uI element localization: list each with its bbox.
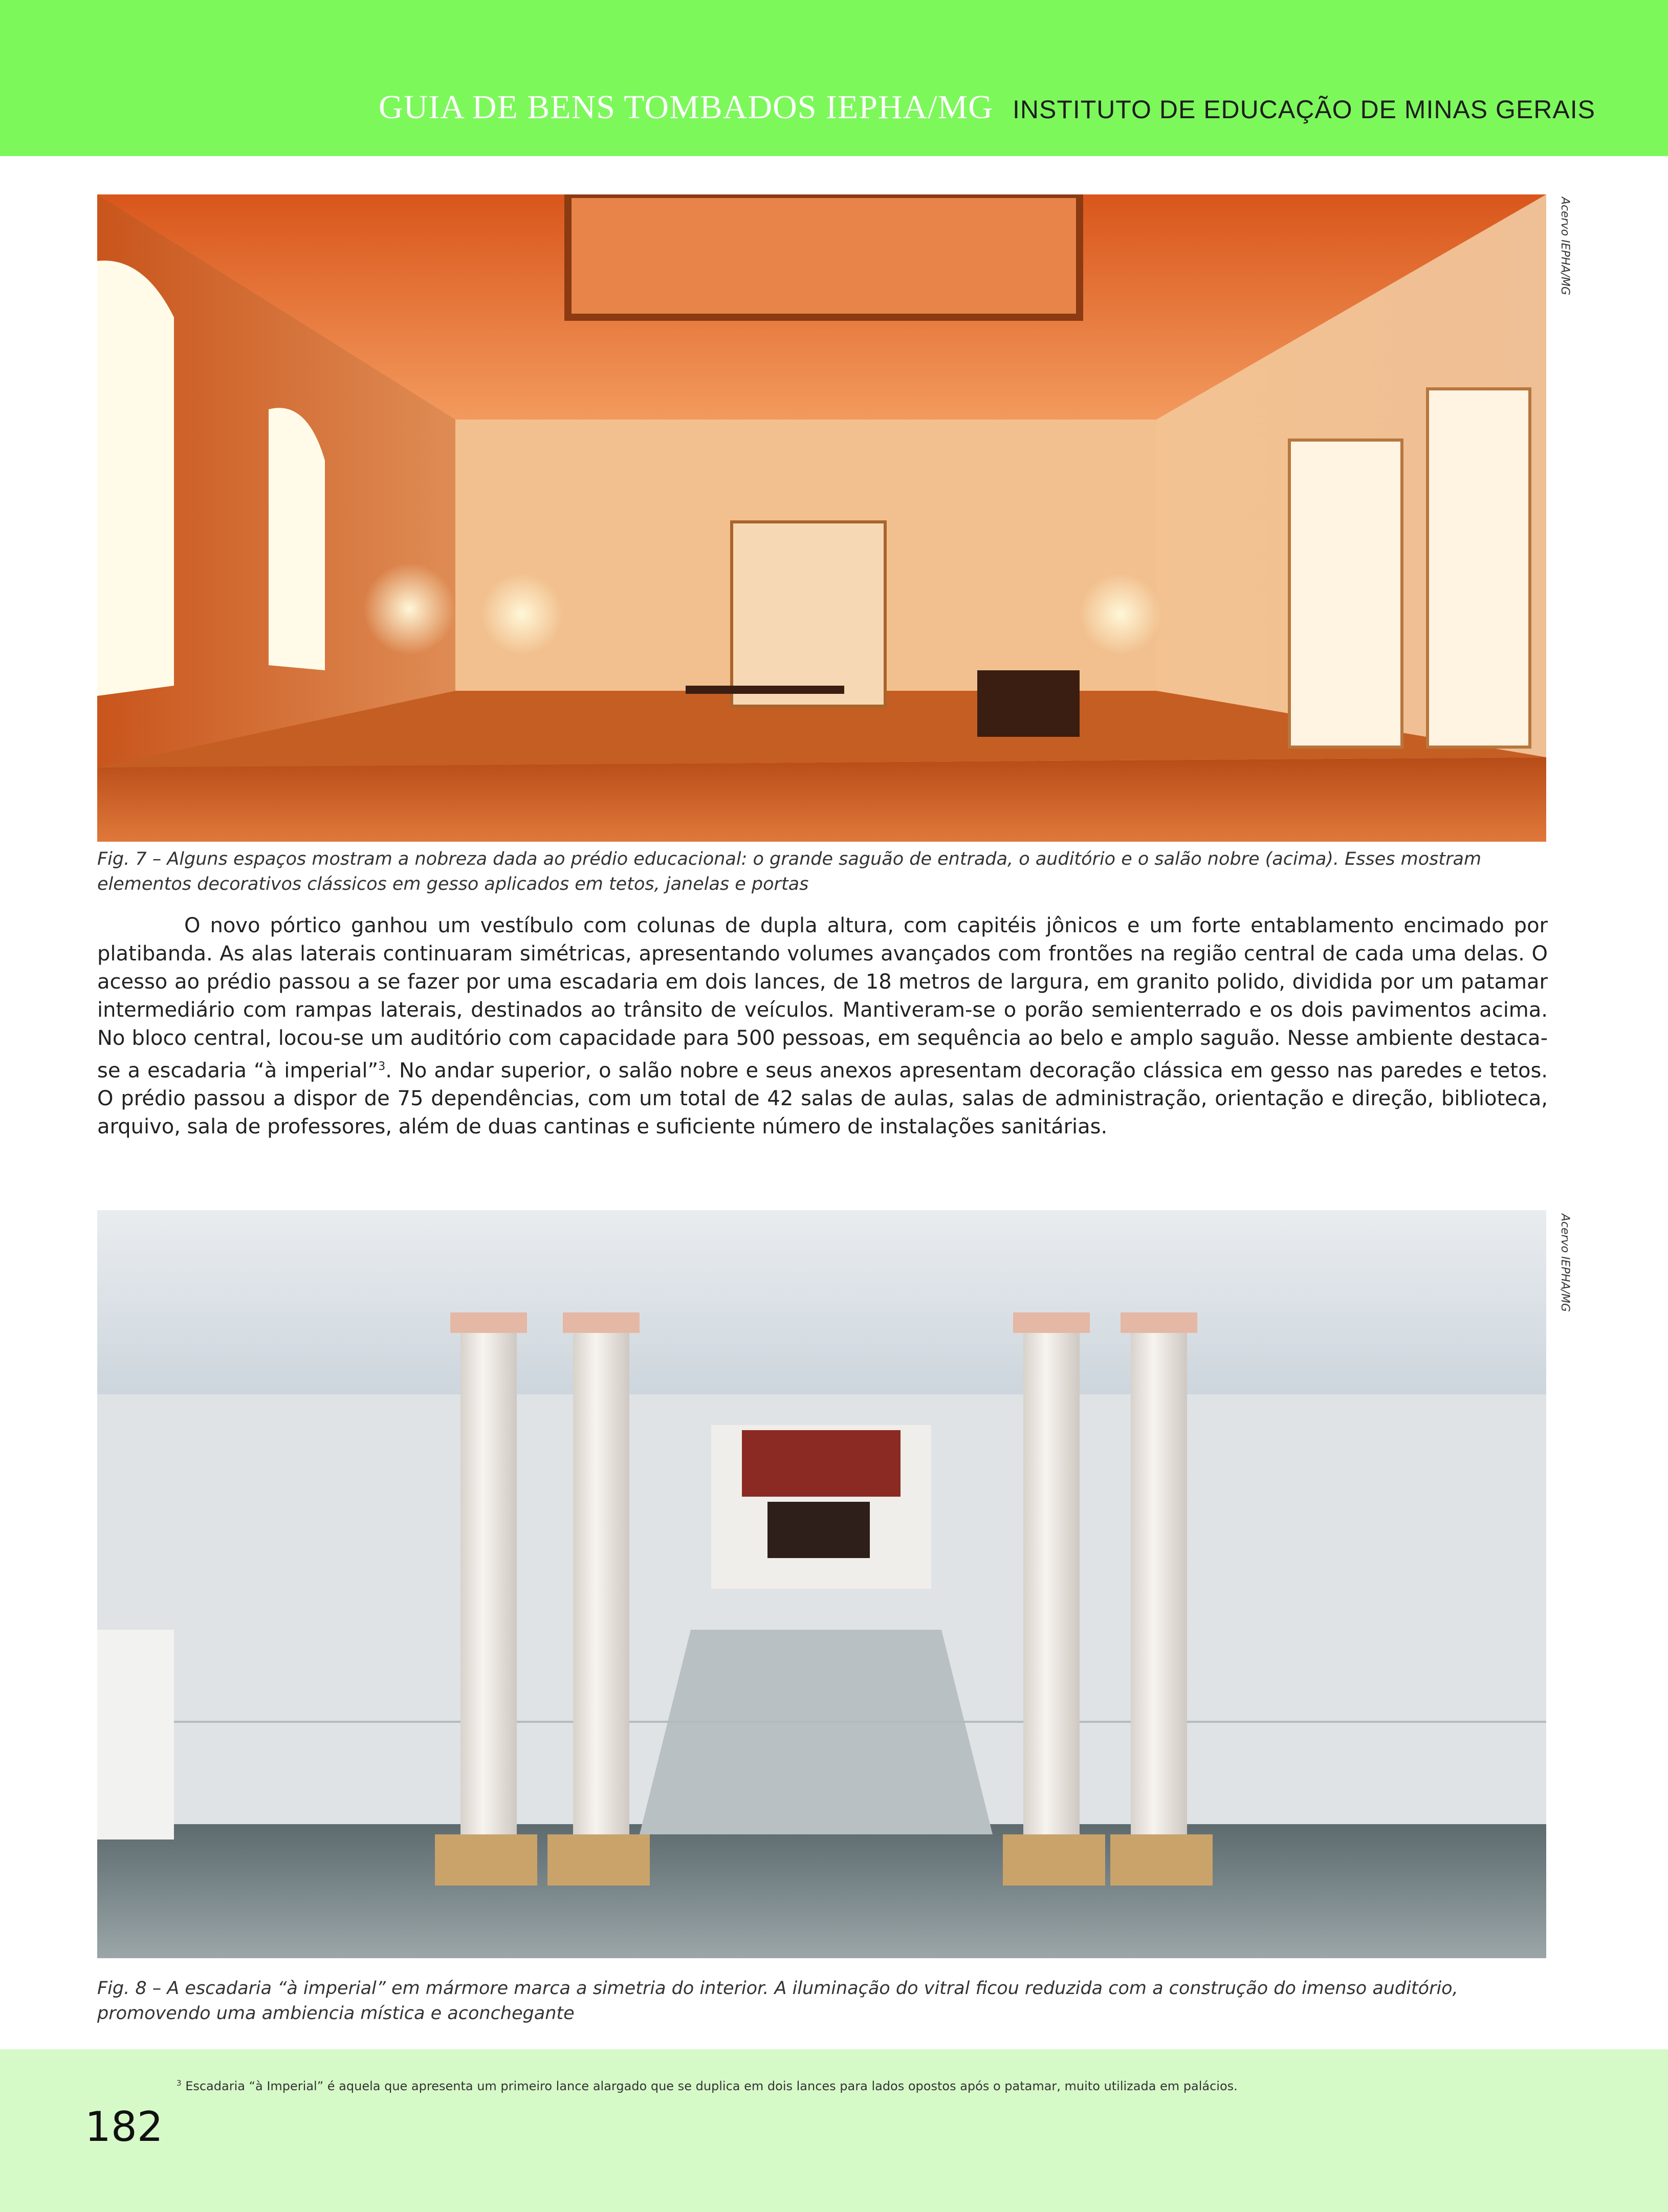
figure-8-caption: Fig. 8 – A escadaria “à imperial” em mármore marca a simetria do interior. A iluminação do vitral ficou reduzida com a construção do imenso auditório, promovendo uma ambiencia mística e aconchegante bbox=[97, 1978, 1458, 2024]
footnote-reference: 3 bbox=[378, 1060, 386, 1073]
header-band bbox=[0, 0, 1668, 156]
footnote bbox=[177, 2078, 1238, 2093]
body-paragraph bbox=[97, 912, 1548, 1141]
salon-photo bbox=[97, 194, 1546, 842]
institute-title: INSTITUTO DE EDUCAÇÃO DE MINAS GERAIS bbox=[1012, 95, 1595, 124]
page-number: 182 bbox=[85, 2103, 163, 2151]
photo-credit: Acervo IEPHA/MG bbox=[1559, 1214, 1571, 1312]
photo-credit: Acervo IEPHA/MG bbox=[1559, 197, 1571, 295]
guide-title: GUIA DE BENS TOMBADOS IEPHA/MG bbox=[378, 89, 993, 126]
paragraph-text-end: . No andar superior, o salão nobre e seus anexos apresentam decoração clássica em gesso nas paredes e tetos. O prédio passou a dispor de 75 dependências, com um total de 42 salas de aulas, salas de administração, orientação e direção, biblioteca, arquivo, sala de professores, além de duas cantinas e suficiente número de instalações sanitárias. bbox=[97, 1059, 1548, 1139]
figure-7-caption: Fig. 7 – Alguns espaços mostram a nobreza dada ao prédio educacional: o grande saguão de entrada, o auditório e o salão nobre (acima). Esses mostram elementos decorativos clássicos em gesso aplicados em tetos, janelas e portas bbox=[97, 849, 1482, 894]
salon-photo-illustration bbox=[97, 194, 1546, 842]
footnote-text: Escadaria “à Imperial” é aquela que apresenta um primeiro lance alargado que se duplica em dois lances para lados opostos após o patamar, muito utilizada em palácios. bbox=[185, 2079, 1238, 2093]
footnote-number: 3 bbox=[177, 2078, 182, 2088]
footer-band bbox=[0, 2049, 1668, 2212]
running-header bbox=[379, 88, 1595, 127]
paragraph-text: O novo pórtico ganhou um vestíbulo com colunas de dupla altura, com capitéis jônicos e um forte entablamento encimado por platibanda. As alas laterais continuaram simétricas, apresentando volumes avançados com frontões na região central de cada uma delas. O acesso ao prédio passou a se fazer por uma escadaria em dois lances, de 18 metros de largura, em granito polido, dividida por um patamar intermediário com rampas laterais, destinados ao trânsito de veículos. Mantiveram-se o porão semienterrado e os dois pavimentos acima. No bloco central, locou-se um auditório com capacidade para 500 pessoas, em sequência ao belo e amplo saguão. Nesse ambiente destaca-se a escadaria “à imperial” bbox=[97, 914, 1548, 1083]
staircase-photo bbox=[97, 1210, 1546, 1958]
staircase-photo-illustration bbox=[97, 1210, 1546, 1958]
